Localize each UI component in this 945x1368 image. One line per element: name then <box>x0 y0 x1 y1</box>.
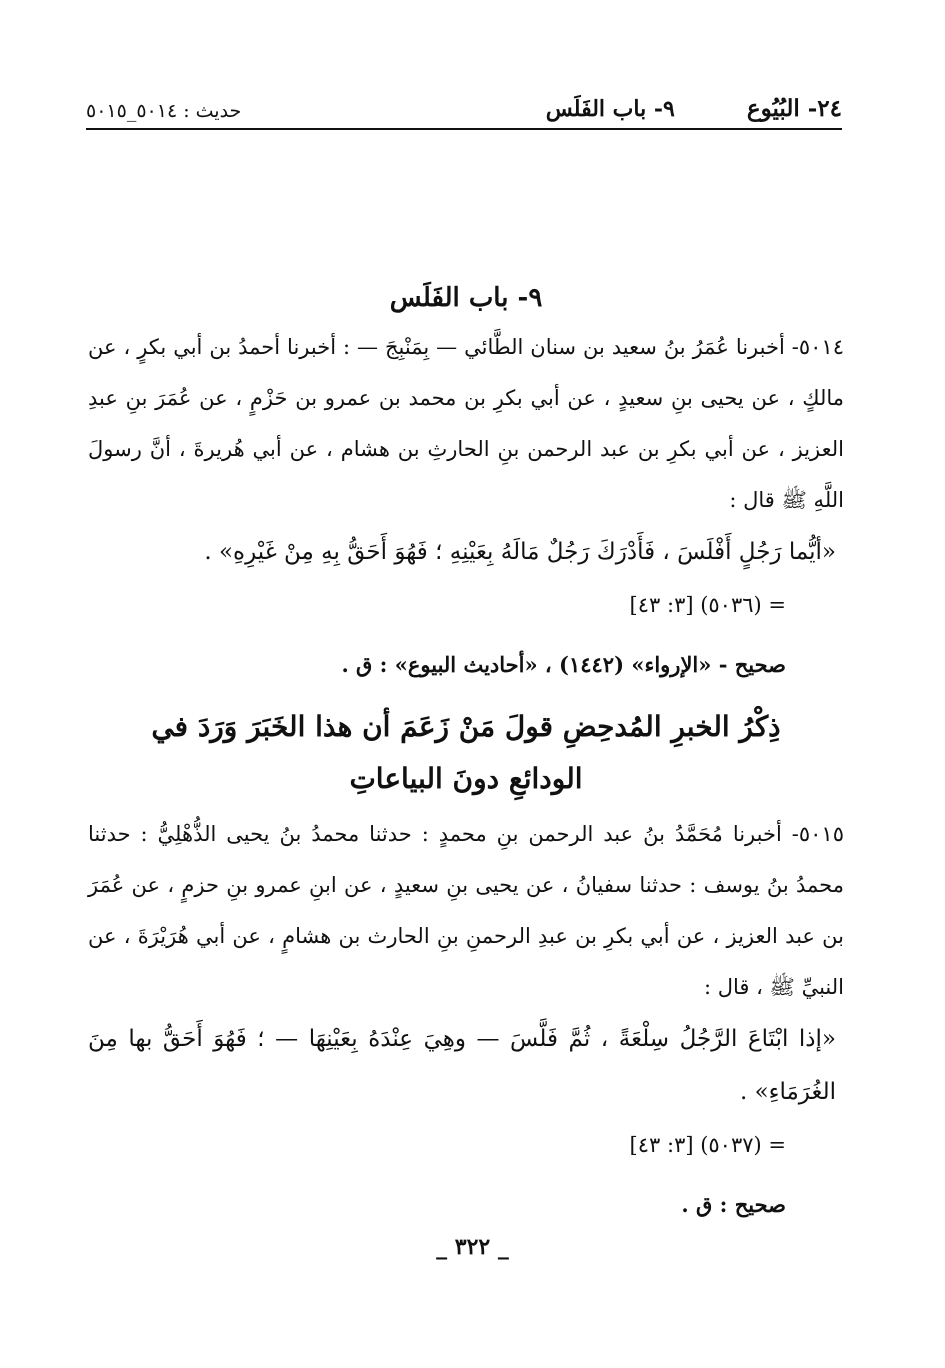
hadith-5014-isnad <box>88 322 844 526</box>
hadith-5014-matn: «أيُّما رَجُلٍ أَفْلَسَ ، فَأَدْرَكَ رَجُلٌ مَالَهُ بِعَيْنِهِ ؛ فَهُوَ أَحَقُّ بِهِ مِنْ غَيْرِهِ» . <box>204 539 836 565</box>
section-title: ذِكْرُ الخبرِ المُدحِضِ قولَ مَنْ زَعَمَ أن هذا الخَبَرَ وَرَدَ في الودائعِ دونَ البياعاتِ <box>151 710 781 795</box>
hadith-5014-grade: صحيح - «الإرواء» (١٤٤٢) ، «أحاديث البيوع» : ق . <box>341 652 786 677</box>
running-head-chapter: ٩- باب الفَلَس <box>545 96 675 122</box>
hadith-5015-matn: «إذا ابْتَاعَ الرَّجُلُ سِلْعَةً ، ثُمَّ فَلَّسَ — وهِيَ عِنْدَهُ بِعَيْنِهَا — ؛ فَهُوَ أَحَقُّ بها مِنَ الغُرَمَاءِ» . <box>88 1026 836 1105</box>
chapter-title: ٩- باب الفَلَس <box>389 283 543 313</box>
running-head <box>86 86 842 130</box>
hadith-5014-cross-ref: = (٥٠٣٦) [٣: ٤٣] <box>629 593 786 617</box>
hadith-5015-grade: صحيح : ق . <box>681 1192 786 1217</box>
hadith-5014-number: ٥٠١٤- <box>791 335 844 359</box>
running-head-hadith-range: حديث : ٥٠١٤_٥٠١٥ <box>86 100 242 122</box>
hadith-5014-isnad-text: أخبرنا عُمَرُ بنُ سعيد بن سنان الطَّائي — بِمَنْبِجَ — : أخبرنا أحمدُ بن أبي بكرٍ ، عن مالكٍ ، عن يحيى بنِ سعيدٍ ، عن أبي بكرِ بن محمد بن عمرو بن حَزْمٍ ، عن عُمَرَ بنِ عبدِ العزيز ، عن أبي بكرِ بن عبد الرحمن بنِ الحارثِ بن هشام ، عن أبي هُريرةَ ، أنَّ رسولَ اللَّهِ ﷺ قال : <box>88 335 844 512</box>
hadith-5015-cross-ref: = (٥٠٣٧) [٣: ٤٣] <box>629 1133 786 1157</box>
page-content <box>88 278 844 1235</box>
running-head-book: ٢٤- البُيُوع <box>746 95 842 122</box>
hadith-5015-number: ٥٠١٥- <box>791 822 844 846</box>
page-number: _ ٣٢٢ _ <box>436 1234 509 1260</box>
hadith-5015-isnad <box>88 809 844 1013</box>
hadith-5015-isnad-text: أخبرنا مُحَمَّدُ بنُ عبد الرحمن بنِ محمدٍ : حدثنا محمدُ بنُ يحيى الذُّهْلِيُّ : حدثنا محمدُ بنُ يوسف : حدثنا سفيانُ ، عن يحيى بنِ سعيدٍ ، عن ابنِ عمرو بنِ حزمٍ ، عن عُمَرَ بن عبد العزيز ، عن أبي بكرِ بن عبدِ الرحمنِ بنِ الحارث بن هشامٍ ، عن أبي هُرَيْرَةَ ، عن النبيِّ ﷺ ، قال : <box>88 822 844 999</box>
